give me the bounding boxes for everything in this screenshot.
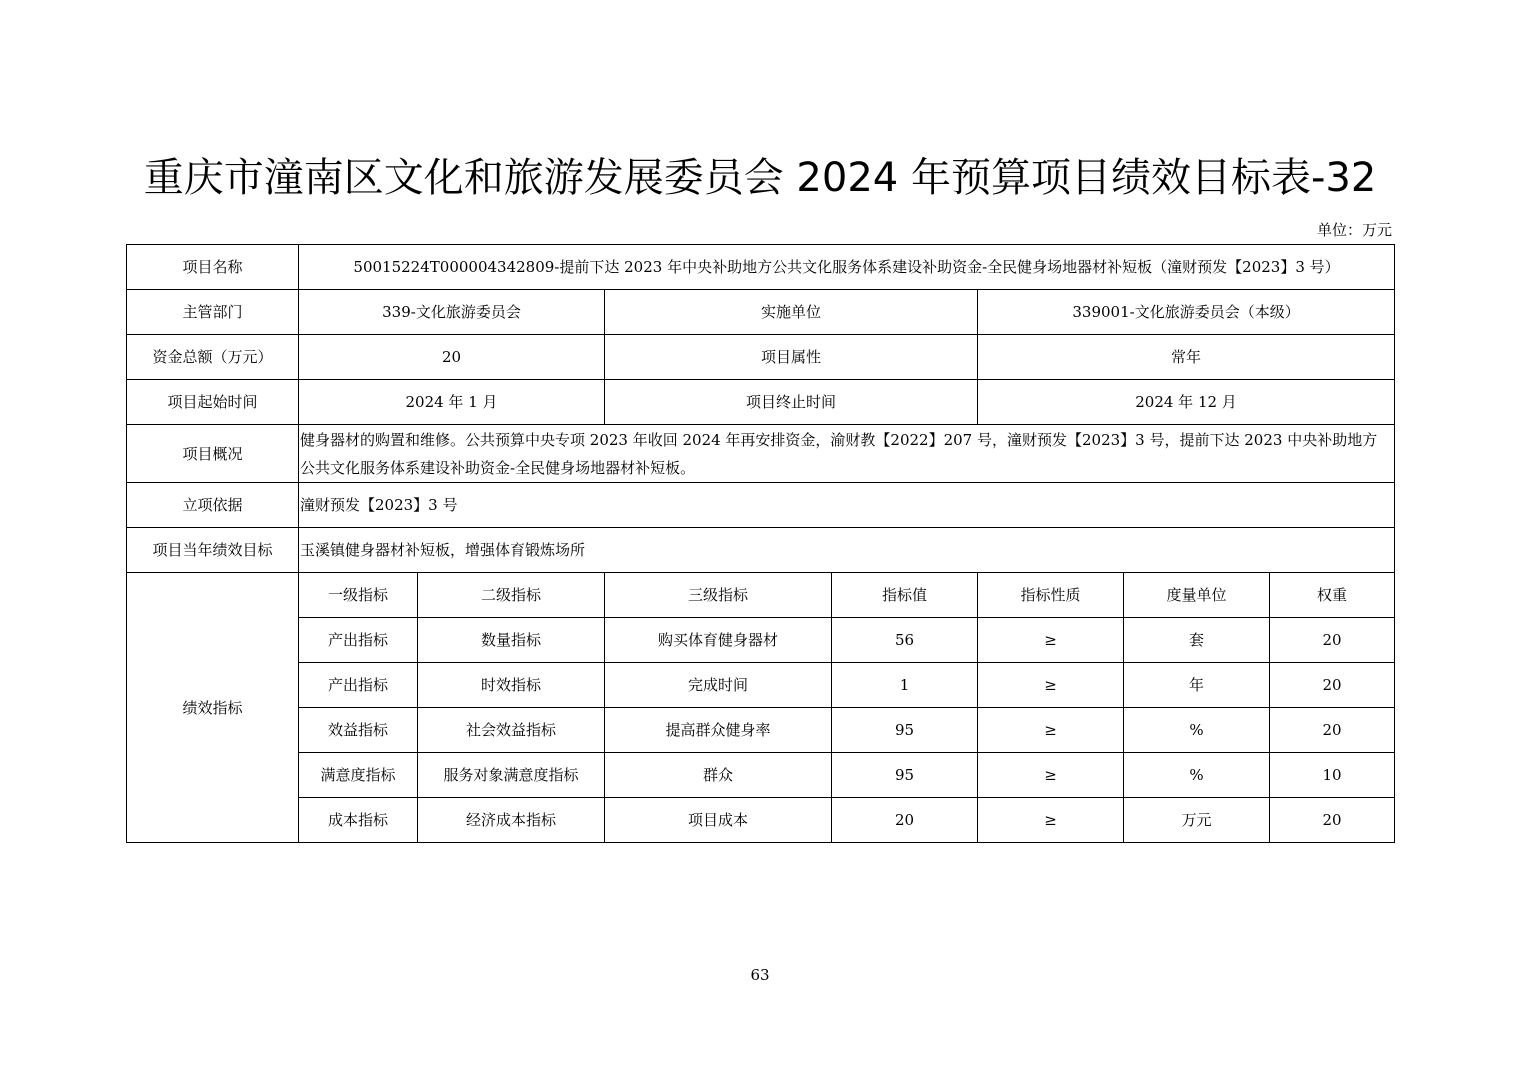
cell-level2: 社会效益指标 <box>418 708 605 753</box>
cell-level3: 提高群众健身率 <box>605 708 832 753</box>
page-title: 重庆市潼南区文化和旅游发展委员会 2024 年预算项目绩效目标表-32 <box>143 155 1377 201</box>
overview-value: 健身器材的购置和维修。公共预算中央专项 2023 年收回 2024 年再安排资金，渝财教【2022】207 号，潼财预发【2023】3 号，提前下达 2023 中央补助地方公共文化服务体系建设补助资金-全民健身场地器材补短板。 <box>299 425 1395 483</box>
row-time <box>127 380 1395 425</box>
row-overview <box>127 425 1395 483</box>
project-name-value: 50015224T000004342809-提前下达 2023 年中央补助地方公共文化服务体系建设补助资金-全民健身场地器材补短板（潼财预发【2023】3 号） <box>299 245 1395 290</box>
cell-unit: 套 <box>1124 618 1270 663</box>
header-value: 指标值 <box>832 573 978 618</box>
cell-unit: % <box>1124 753 1270 798</box>
cell-level2: 数量指标 <box>418 618 605 663</box>
cell-level1: 产出指标 <box>299 618 418 663</box>
header-level3: 三级指标 <box>605 573 832 618</box>
cell-nature: ≥ <box>978 708 1124 753</box>
cell-level1: 满意度指标 <box>299 753 418 798</box>
header-level1: 一级指标 <box>299 573 418 618</box>
header-nature: 指标性质 <box>978 573 1124 618</box>
header-weight: 权重 <box>1270 573 1395 618</box>
cell-nature: ≥ <box>978 618 1124 663</box>
goal-value: 玉溪镇健身器材补短板，增强体育锻炼场所 <box>299 528 1395 573</box>
impl-label: 实施单位 <box>605 290 978 335</box>
cell-level2: 服务对象满意度指标 <box>418 753 605 798</box>
cell-level3: 完成时间 <box>605 663 832 708</box>
cell-level3: 群众 <box>605 753 832 798</box>
table-row <box>127 753 1395 798</box>
cell-value: 56 <box>832 618 978 663</box>
end-label: 项目终止时间 <box>605 380 978 425</box>
cell-level2: 时效指标 <box>418 663 605 708</box>
attr-label: 项目属性 <box>605 335 978 380</box>
fund-value: 20 <box>299 335 605 380</box>
cell-nature: ≥ <box>978 798 1124 843</box>
cell-nature: ≥ <box>978 663 1124 708</box>
cell-nature: ≥ <box>978 753 1124 798</box>
cell-value: 20 <box>832 798 978 843</box>
row-dept <box>127 290 1395 335</box>
table-row <box>127 798 1395 843</box>
attr-value: 常年 <box>978 335 1395 380</box>
header-level2: 二级指标 <box>418 573 605 618</box>
cell-level1: 效益指标 <box>299 708 418 753</box>
row-basis <box>127 483 1395 528</box>
table-row <box>127 618 1395 663</box>
cell-level1: 成本指标 <box>299 798 418 843</box>
cell-weight: 20 <box>1270 618 1395 663</box>
start-value: 2024 年 1 月 <box>299 380 605 425</box>
table-row <box>127 663 1395 708</box>
row-fund <box>127 335 1395 380</box>
cell-value: 95 <box>832 708 978 753</box>
impl-value: 339001-文化旅游委员会（本级） <box>978 290 1395 335</box>
cell-weight: 20 <box>1270 708 1395 753</box>
cell-value: 1 <box>832 663 978 708</box>
cell-level2: 经济成本指标 <box>418 798 605 843</box>
row-project-name <box>127 245 1395 290</box>
end-value: 2024 年 12 月 <box>978 380 1395 425</box>
cell-unit: 年 <box>1124 663 1270 708</box>
start-label: 项目起始时间 <box>127 380 299 425</box>
project-name-label: 项目名称 <box>127 245 299 290</box>
cell-level1: 产出指标 <box>299 663 418 708</box>
basis-value: 潼财预发【2023】3 号 <box>299 483 1395 528</box>
cell-level3: 购买体育健身器材 <box>605 618 832 663</box>
indicators-section-label: 绩效指标 <box>127 573 299 843</box>
cell-level3: 项目成本 <box>605 798 832 843</box>
table-row <box>127 708 1395 753</box>
row-goal <box>127 528 1395 573</box>
indicator-header-row <box>127 573 1395 618</box>
basis-label: 立项依据 <box>127 483 299 528</box>
cell-weight: 20 <box>1270 663 1395 708</box>
fund-label: 资金总额（万元） <box>127 335 299 380</box>
dept-label: 主管部门 <box>127 290 299 335</box>
cell-unit: 万元 <box>1124 798 1270 843</box>
dept-value: 339-文化旅游委员会 <box>299 290 605 335</box>
unit-label: 单位：万元 <box>1316 221 1392 239</box>
overview-label: 项目概况 <box>127 425 299 483</box>
cell-unit: % <box>1124 708 1270 753</box>
page-number: 63 <box>750 966 770 984</box>
performance-table <box>126 244 1395 843</box>
cell-weight: 10 <box>1270 753 1395 798</box>
goal-label: 项目当年绩效目标 <box>127 528 299 573</box>
cell-value: 95 <box>832 753 978 798</box>
header-unit: 度量单位 <box>1124 573 1270 618</box>
cell-weight: 20 <box>1270 798 1395 843</box>
